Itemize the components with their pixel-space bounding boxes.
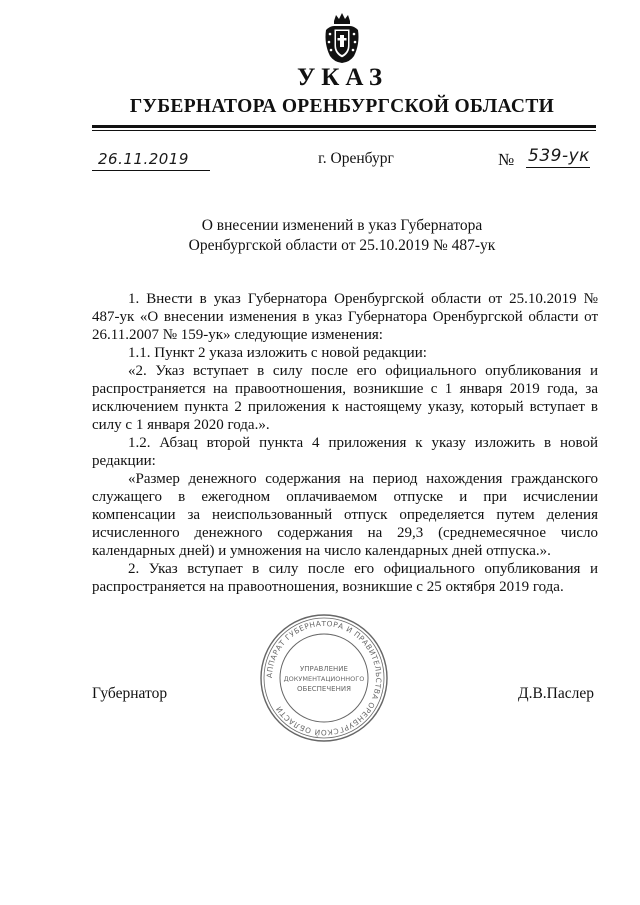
header-rule-thin <box>92 130 596 131</box>
date-field <box>92 150 210 171</box>
number-field <box>498 146 598 170</box>
signatory-name: Д.В.Паслер <box>518 685 594 702</box>
paragraph-2: 2. Указ вступает в силу после его официального опубликования и распространяется на правоотношения, возникшие с 25 октября 2019 года. <box>92 561 598 595</box>
stamp-line-1: УПРАВЛЕНИЕ <box>300 665 348 673</box>
decree-subject <box>150 216 534 256</box>
coat-of-arms-icon <box>322 12 362 64</box>
stamp-line-3: ОБЕСПЕЧЕНИЯ <box>297 685 351 693</box>
paragraph-1-1: 1.1. Пункт 2 указа изложить с новой редакции: <box>128 345 427 361</box>
subject-line-1: О внесении изменений в указ Губернатора <box>201 217 483 234</box>
paragraph-quote-2: «Размер денежного содержания на период нахождения гражданского служащего в ежегодном оплачиваемом отпуске и при исчислении компенсации за неиспользованный отпуск определяется путем деления исчисленного денежного содержания на 29,3 (среднемесячное число календарных дней) и умножения на число календарных дней отпуска.». <box>92 471 598 559</box>
handwritten-number: 539-ук <box>528 146 590 166</box>
paragraph-1: 1. Внести в указ Губернатора Оренбургской области от 25.10.2019 № 487-ук «О внесении изменения в указ Губернатора Оренбургской области от 26.11.2007 № 159-ук» следующие изменения: <box>92 291 598 343</box>
decree-body <box>92 290 598 596</box>
stamp-ring-text: АППАРАТ ГУБЕРНАТОРА И ПРАВИТЕЛЬСТВА ОРЕНБУРГСКОЙ ОБЛАСТИ <box>264 618 384 738</box>
number-sign: № <box>498 150 515 169</box>
document-type: УКАЗ <box>296 64 389 91</box>
number-underline <box>526 167 590 168</box>
signatory-title: Губернатор <box>92 685 168 702</box>
stamp-line-2: ДОКУМЕНТАЦИОННОГО <box>283 675 365 683</box>
city-label: г. Оренбург <box>318 150 394 167</box>
issuing-authority: ГУБЕРНАТОРА ОРЕНБУРГСКОЙ ОБЛАСТИ <box>129 96 555 117</box>
paragraph-1-2: 1.2. Абзац второй пункта 4 приложения к указу изложить в новой редакции: <box>92 435 598 469</box>
handwritten-date: 26.11.2019 <box>98 150 189 168</box>
paragraph-quote-1: «2. Указ вступает в силу после его официального опубликования и распространяется на правоотношения, возникшие с 1 января 2019 года, за исключением пункта 2 приложения к настоящему указу, который вступает в силу с 1 января 2020 года.». <box>92 363 598 433</box>
subject-line-2: Оренбургской области от 25.10.2019 № 487-ук <box>188 237 496 254</box>
official-stamp <box>258 612 390 744</box>
header-rule-thick <box>92 125 596 128</box>
